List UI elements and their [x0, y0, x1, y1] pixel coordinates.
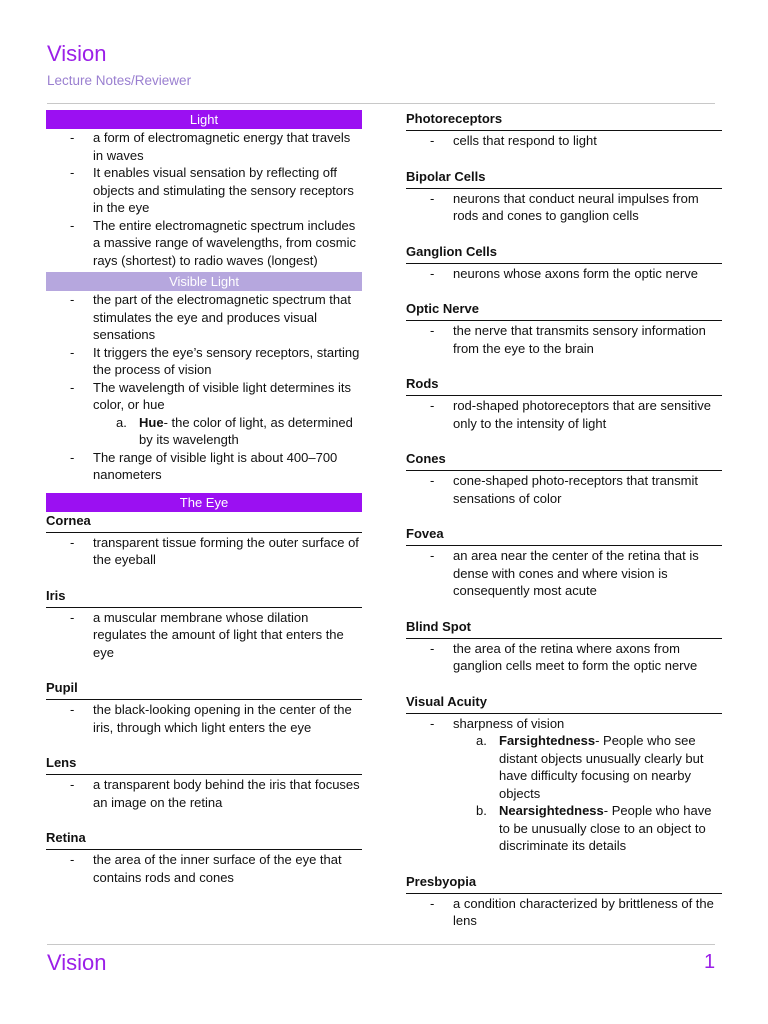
term-block-photoreceptors	[406, 110, 722, 150]
term-block-cones	[406, 450, 722, 507]
footer-title: Vision	[47, 950, 107, 975]
term-heading: Ganglion Cells	[406, 243, 722, 264]
term-heading: Bipolar Cells	[406, 168, 722, 189]
term-block-pupil	[46, 679, 362, 736]
term-definition: - transparent tissue forming the outer surface of the eyeball	[46, 534, 362, 569]
term-heading: Cornea	[46, 512, 362, 533]
visible-light-list	[46, 291, 362, 484]
sub-list	[453, 732, 722, 855]
term-block-iris	[46, 587, 362, 662]
sub-term: Nearsightedness	[499, 803, 604, 818]
light-list	[46, 129, 362, 269]
term-definition: - cells that respond to light	[406, 132, 722, 150]
term-block-rods	[406, 375, 722, 432]
term-block-blind-spot	[406, 618, 722, 675]
term-definition: - rod-shaped photoreceptors that are sensitive only to the intensity of light	[406, 397, 722, 432]
left-column	[46, 110, 362, 904]
header-divider	[47, 103, 715, 104]
term-heading: Retina	[46, 829, 362, 850]
list-item: - It triggers the eye’s sensory receptors, starting the process of vision	[46, 344, 362, 379]
sub-list-item	[453, 802, 722, 855]
term-definition: - neurons whose axons form the optic nerve	[406, 265, 722, 283]
sub-list-item	[93, 414, 362, 449]
page-number: 1	[704, 951, 716, 973]
sub-definition: - People who have to be unusually close to an object to discriminate its details	[499, 803, 712, 853]
term-block-retina	[46, 829, 362, 886]
sub-definition: - People who see distant objects unusually clearly but have difficulty focusing on nearby objects	[499, 733, 704, 801]
term-block-optic-nerve	[406, 300, 722, 357]
term-block-ganglion-cells	[406, 243, 722, 283]
term-block-visual-acuity	[406, 693, 722, 855]
term-definition: - the nerve that transmits sensory information from the eye to the brain	[406, 322, 722, 357]
term-definition: - a muscular membrane whose dilation regulates the amount of light that enters the eye	[46, 609, 362, 662]
term-block-cornea	[46, 512, 362, 569]
term-definition: - an area near the center of the retina that is dense with cones and where vision is consequently most acute	[406, 547, 722, 600]
sub-definition: - the color of light, as determined by its wavelength	[139, 414, 353, 447]
term-definition: - the area of the retina where axons from ganglion cells meet to form the optic nerve	[406, 640, 722, 675]
term-definition: - cone-shaped photo-receptors that transmit sensations of color	[406, 472, 722, 507]
list-item: - a form of electromagnetic energy that travels in waves	[46, 129, 362, 164]
list-item	[406, 715, 722, 855]
sub-list	[93, 414, 362, 449]
term-definition: sharpness of vision	[453, 715, 565, 731]
term-heading: Rods	[406, 375, 722, 396]
term-definition: - a transparent body behind the iris that focuses an image on the retina	[46, 776, 362, 811]
term-heading: Blind Spot	[406, 618, 722, 639]
section-heading-visible-light: Visible Light	[46, 272, 362, 291]
term-heading: Pupil	[46, 679, 362, 700]
term-heading: Fovea	[406, 525, 722, 546]
term-block-lens	[46, 754, 362, 811]
term-definition: - the area of the inner surface of the eye that contains rods and cones	[46, 851, 362, 886]
list-item: - The entire electromagnetic spectrum includes a massive range of wavelengths, from cosmic rays (shortest) to radio waves (longest)	[46, 217, 362, 270]
sub-term: Hue	[139, 414, 164, 430]
term-heading: Iris	[46, 587, 362, 608]
document-subtitle: Lecture Notes/Reviewer	[47, 73, 192, 88]
list-item	[46, 379, 362, 449]
list-item-text: The wavelength of visible light determines its color, or hue	[93, 379, 351, 412]
term-heading: Photoreceptors	[406, 110, 722, 131]
term-definition: - the black-looking opening in the center of the iris, through which light enters the eye	[46, 701, 362, 736]
list-item: - the part of the electromagnetic spectrum that stimulates the eye and produces visual sensations	[46, 291, 362, 344]
term-heading: Lens	[46, 754, 362, 775]
term-block-fovea	[406, 525, 722, 600]
term-heading: Optic Nerve	[406, 300, 722, 321]
term-heading: Visual Acuity	[406, 693, 722, 714]
list-item: - It enables visual sensation by reflecting off objects and stimulating the sensory receptors in the eye	[46, 164, 362, 217]
sub-list-item	[453, 732, 722, 802]
term-definition: - neurons that conduct neural impulses from rods and cones to ganglion cells	[406, 190, 722, 225]
right-column	[406, 110, 722, 948]
section-heading-light: Light	[46, 110, 362, 129]
sub-list-marker: a.	[476, 733, 487, 748]
term-heading: Presbyopia	[406, 873, 722, 894]
document-title: Vision	[47, 41, 107, 66]
section-heading-the-eye: The Eye	[46, 493, 362, 512]
sub-list-marker: b.	[476, 803, 487, 818]
list-item: - The range of visible light is about 400–700 nanometers	[46, 449, 362, 484]
term-block-presbyopia	[406, 873, 722, 930]
sub-list-marker: a.	[116, 414, 127, 430]
sub-term: Farsightedness	[499, 733, 596, 748]
footer-divider	[47, 944, 715, 945]
term-block-bipolar-cells	[406, 168, 722, 225]
term-definition: - a condition characterized by brittleness of the lens	[406, 895, 722, 930]
term-heading: Cones	[406, 450, 722, 471]
